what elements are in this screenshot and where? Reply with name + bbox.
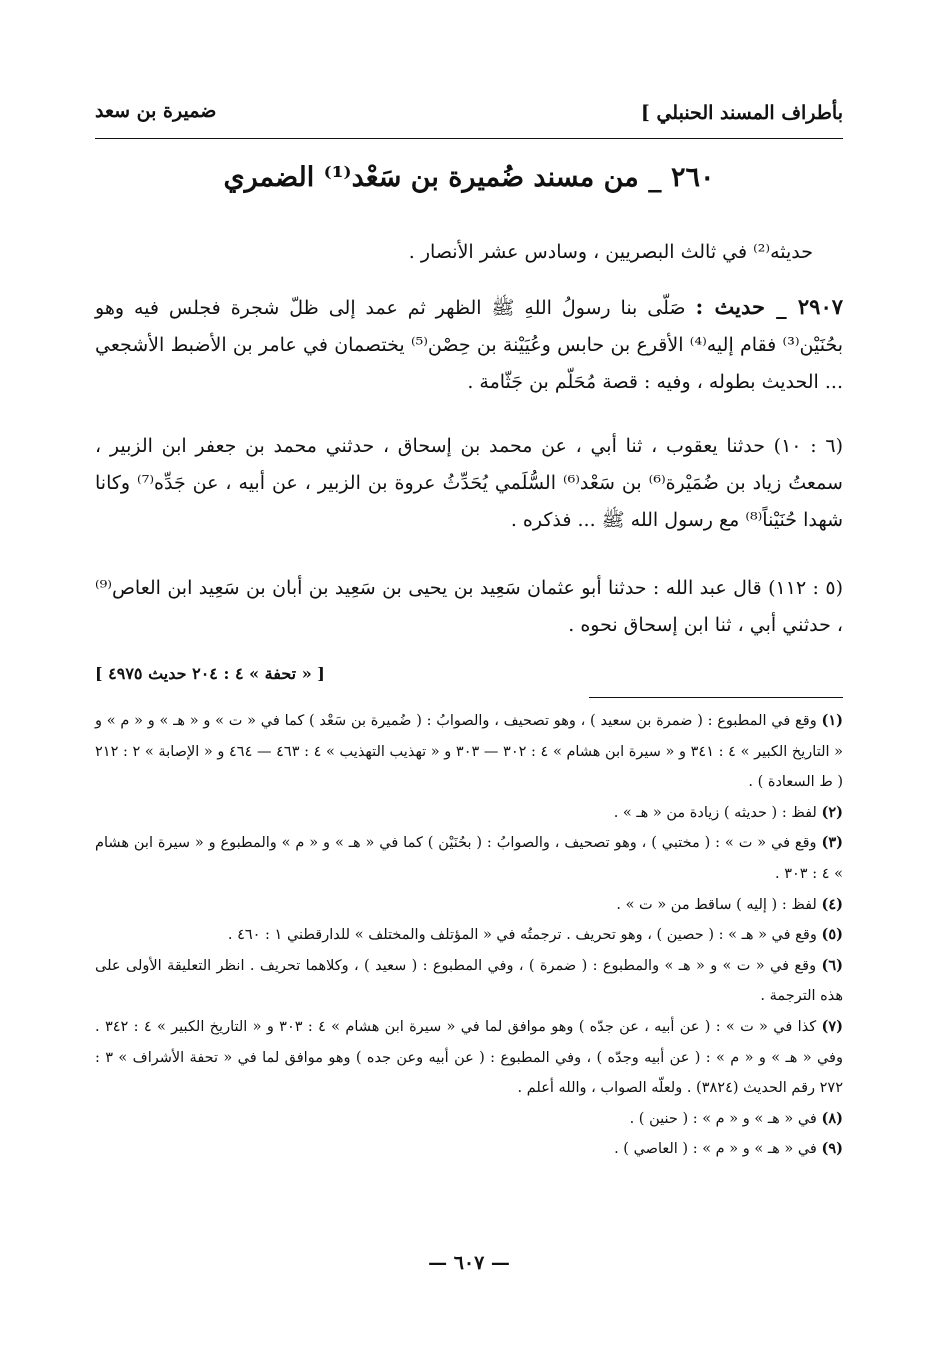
footnote-8 <box>95 1104 843 1135</box>
footnote-text: وقع في « هـ » : ( حصين ) ، وهو تحريف . ترجمتُه في « المؤتلف والمختلف » للدارقطني ١ : ٤٦٠ . <box>227 927 817 944</box>
footnote-rule <box>589 697 843 698</box>
page-number: — ٦٠٧ — <box>428 1252 510 1274</box>
hadith-text: صَلّى بنا رسولُ اللهِ ﷺ الظهر ثم عمد إلى ظلّ شجرة فجلس فيه وهو بحُنَيْن⁽³⁾ فقام إليه⁽⁴⁾ الأقرع بن حابس وعُيَيْنة بن حِصْن⁽⁵⁾ يختصمان في عامر بن الأضبط الأشجعي ... الحديث بطوله ، وفيه : قصة مُحَلّم بن جَثّامة . <box>95 297 843 393</box>
footnote-text: وقع في المطبوع : ( ضمرة بن سعيد ) ، وهو تصحيف ، والصوابُ : ( ضُميرة بن سَعْد ) كما في « ت » و « هـ » و « م » و « التاريخ الكبير » ٤ : ٣٤١ و « سيرة ابن هشام » ٤ : ٣٠٢ — ٣٠٣ و « تهذيب التهذيب » ٤ : ٤٦٣ — ٤٦٤ و « الإصابة » ٢ : ٢١٢ ( ط السعادة ) . <box>95 713 844 791</box>
running-head-book-title: بأطراف المسند الحنبلي ] <box>640 102 843 124</box>
footnote-number: (٧) <box>821 1017 844 1035</box>
footnote-number: (١) <box>821 712 844 729</box>
footnote-number: (٩) <box>821 1140 843 1158</box>
footnote-number: (٢) <box>821 803 843 821</box>
chapter-title: ٢٦٠ _ من مسند ضُميرة بن سَعْد⁽¹⁾ الضمري <box>223 162 715 193</box>
header-rule <box>95 138 843 139</box>
footnotes <box>95 706 843 1165</box>
tuhfa-reference: [ « تحفة » ٤ : ٢٠٤ حديث ٤٩٧٥ ] <box>95 664 325 683</box>
footnote-number: (٤) <box>821 895 843 913</box>
footnote-text: كذا في « ت » : ( عن أبيه ، عن جدّه ) وهو موافق لما في « سيرة ابن هشام » ٤ : ٣٠٣ و « التاريخ الكبير » ٤ : ٣٤٢ . وفي « هـ » و « م » : ( عن أبيه وجدّه ) ، وفي المطبوع : ( عن أبيه وعن جده ) وهو موافق لما في « تحفة الأشراف » ٣ : ٢٧٢ رقم الحديث (٣٨٢٤) . ولعلّه الصواب ، والله أعلم . <box>95 1018 843 1097</box>
page <box>95 92 843 1292</box>
hadith-number: ٢٩٠٧ _ حديث : <box>695 294 844 319</box>
footnote-text: لفظ : ( إليه ) ساقط من « ت » . <box>616 896 817 913</box>
footnote-1 <box>95 706 843 798</box>
footnote-text: وقع في « ت » : ( مختبي ) ، وهو تصحيف ، والصوابُ : ( بحُنَيْن ) كما في « هـ » و « م » والمطبوع و « سيرة ابن هشام » ٤ : ٣٠٣ . <box>95 835 843 882</box>
footnote-number: (٨) <box>821 1109 843 1127</box>
hadith-paragraph <box>95 288 843 401</box>
isnad-paragraph-2: (٥ : ١١٢) قال عبد الله : حدثنا أبو عثمان سَعِيد بن يحيى بن سَعِيد بن أبان بن سَعِيد ابن العاص⁽⁹⁾ ، حدثني أبي ، ثنا ابن إسحاق نحوه . <box>95 577 843 636</box>
footnote-4 <box>95 890 843 921</box>
running-head-section-title: ضميرة بن سعد <box>95 100 217 122</box>
footnote-number: (٣) <box>821 834 844 852</box>
footnote-text: وقع في « ت » و « هـ » والمطبوع : ( ضمرة ) ، وفي المطبوع : ( سعيد ) ، وكلاهما تحريف . انظر التعليقة الأولى على هذه الترجمة . <box>95 957 843 1005</box>
footnote-number: (٦) <box>821 956 844 974</box>
footnote-9 <box>95 1134 843 1165</box>
running-head <box>95 102 843 134</box>
intro-paragraph: حديثه⁽²⁾ في ثالث البصريين ، وسادس عشر الأنصار . <box>408 241 813 263</box>
footnote-7 <box>95 1012 843 1104</box>
footnote-text: في « هـ » و « م » : ( حنين ) . <box>629 1110 817 1127</box>
footnote-6 <box>95 951 843 1012</box>
footnote-5 <box>95 920 843 951</box>
footnote-number: (٥) <box>821 926 843 944</box>
footnote-text: في « هـ » و « م » : ( العاصي ) . <box>614 1141 817 1158</box>
footnote-3 <box>95 828 843 889</box>
footnote-2 <box>95 798 843 829</box>
footnote-text: لفظ : ( حديثه ) زيادة من « هـ » . <box>613 804 817 821</box>
isnad-paragraph-1: (٦ : ١٠) حدثنا يعقوب ، ثنا أبي ، عن محمد بن إسحاق ، حدثني محمد بن جعفر ابن الزبير ، سمعتُ زياد بن ضُمَيْرة⁽⁶⁾ بن سَعْد⁽⁶⁾ السُّلَمي يُحَدِّثُ عروة بن الزبير ، عن أبيه ، عن جَدِّه⁽⁷⁾ وكانا شهدا حُنَيْناً⁽⁸⁾ مع رسول الله ﷺ ... فذكره . <box>95 435 843 531</box>
